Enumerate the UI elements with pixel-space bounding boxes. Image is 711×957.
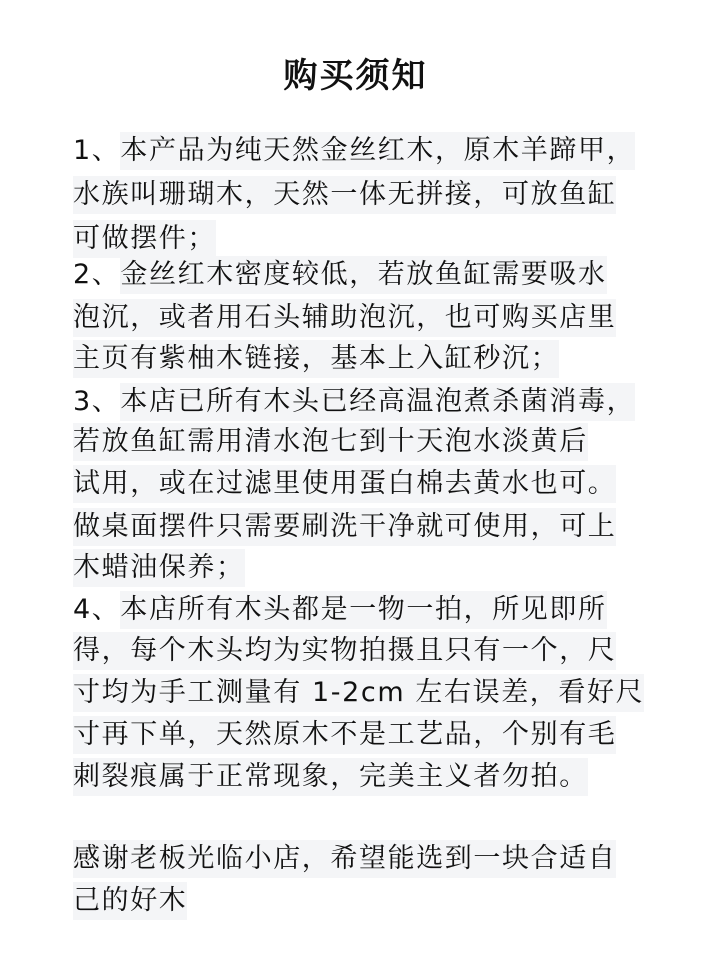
notice-line-2 <box>73 176 616 214</box>
notice-line-3 <box>73 220 216 258</box>
notice-line-18 <box>73 882 187 920</box>
line-text: 寸再下单，天然原木不是工艺品，个别有毛 <box>73 716 616 754</box>
item-number: 1、 <box>73 135 121 166</box>
line-text: 水族叫珊瑚木，天然一体无拼接，可放鱼缸 <box>73 176 616 214</box>
page-title: 购买须知 <box>283 56 428 96</box>
line-text: 寸均为手工测量有 1-2cm 左右误差，看好尺 <box>73 674 644 712</box>
line-text: 可做摆件； <box>73 220 216 258</box>
notice-line-8 <box>73 423 588 461</box>
notice-line-17 <box>73 840 616 878</box>
notice-line-13 <box>73 632 616 670</box>
line-text: 己的好木 <box>73 882 187 920</box>
notice-line-16 <box>73 758 588 796</box>
line-text: 做桌面摆件只需要刷洗干净就可使用，可上 <box>73 508 616 546</box>
line-text: 本店已所有木头已经高温泡煮杀菌消毒， <box>120 383 635 421</box>
notice-line-15 <box>73 716 616 754</box>
notice-line-6 <box>73 340 559 378</box>
line-text: 若放鱼缸需用清水泡七到十天泡水淡黄后 <box>73 423 588 461</box>
item-number: 2、 <box>73 259 121 290</box>
notice-line-11 <box>73 549 245 587</box>
notice-line-7 <box>73 383 635 421</box>
notice-line-14 <box>73 674 644 712</box>
notice-line-10 <box>73 508 616 546</box>
line-text: 刺裂痕属于正常现象，完美主义者勿拍。 <box>73 758 588 796</box>
line-text: 木蜡油保养； <box>73 549 245 587</box>
notice-line-9 <box>73 465 616 503</box>
notice-line-1 <box>73 132 635 170</box>
notice-line-4 <box>73 256 607 294</box>
line-text: 本店所有木头都是一物一拍，所见即所 <box>120 591 606 629</box>
notice-line-5 <box>73 299 616 337</box>
item-number: 4、 <box>73 594 121 625</box>
line-text: 得，每个木头均为实物拍摄且只有一个，尺 <box>73 632 616 670</box>
line-text: 试用，或在过滤里使用蛋白棉去黄水也可。 <box>73 465 616 503</box>
line-text: 主页有紫柚木链接，基本上入缸秒沉； <box>73 340 559 378</box>
line-text: 金丝红木密度较低，若放鱼缸需要吸水 <box>120 256 606 294</box>
item-number: 3、 <box>73 386 121 417</box>
line-text: 泡沉，或者用石头辅助泡沉，也可购买店里 <box>73 299 616 337</box>
line-text: 感谢老板光临小店，希望能选到一块合适自 <box>73 840 616 878</box>
line-text: 本产品为纯天然金丝红木，原木羊蹄甲， <box>120 132 635 170</box>
notice-line-12 <box>73 591 607 629</box>
